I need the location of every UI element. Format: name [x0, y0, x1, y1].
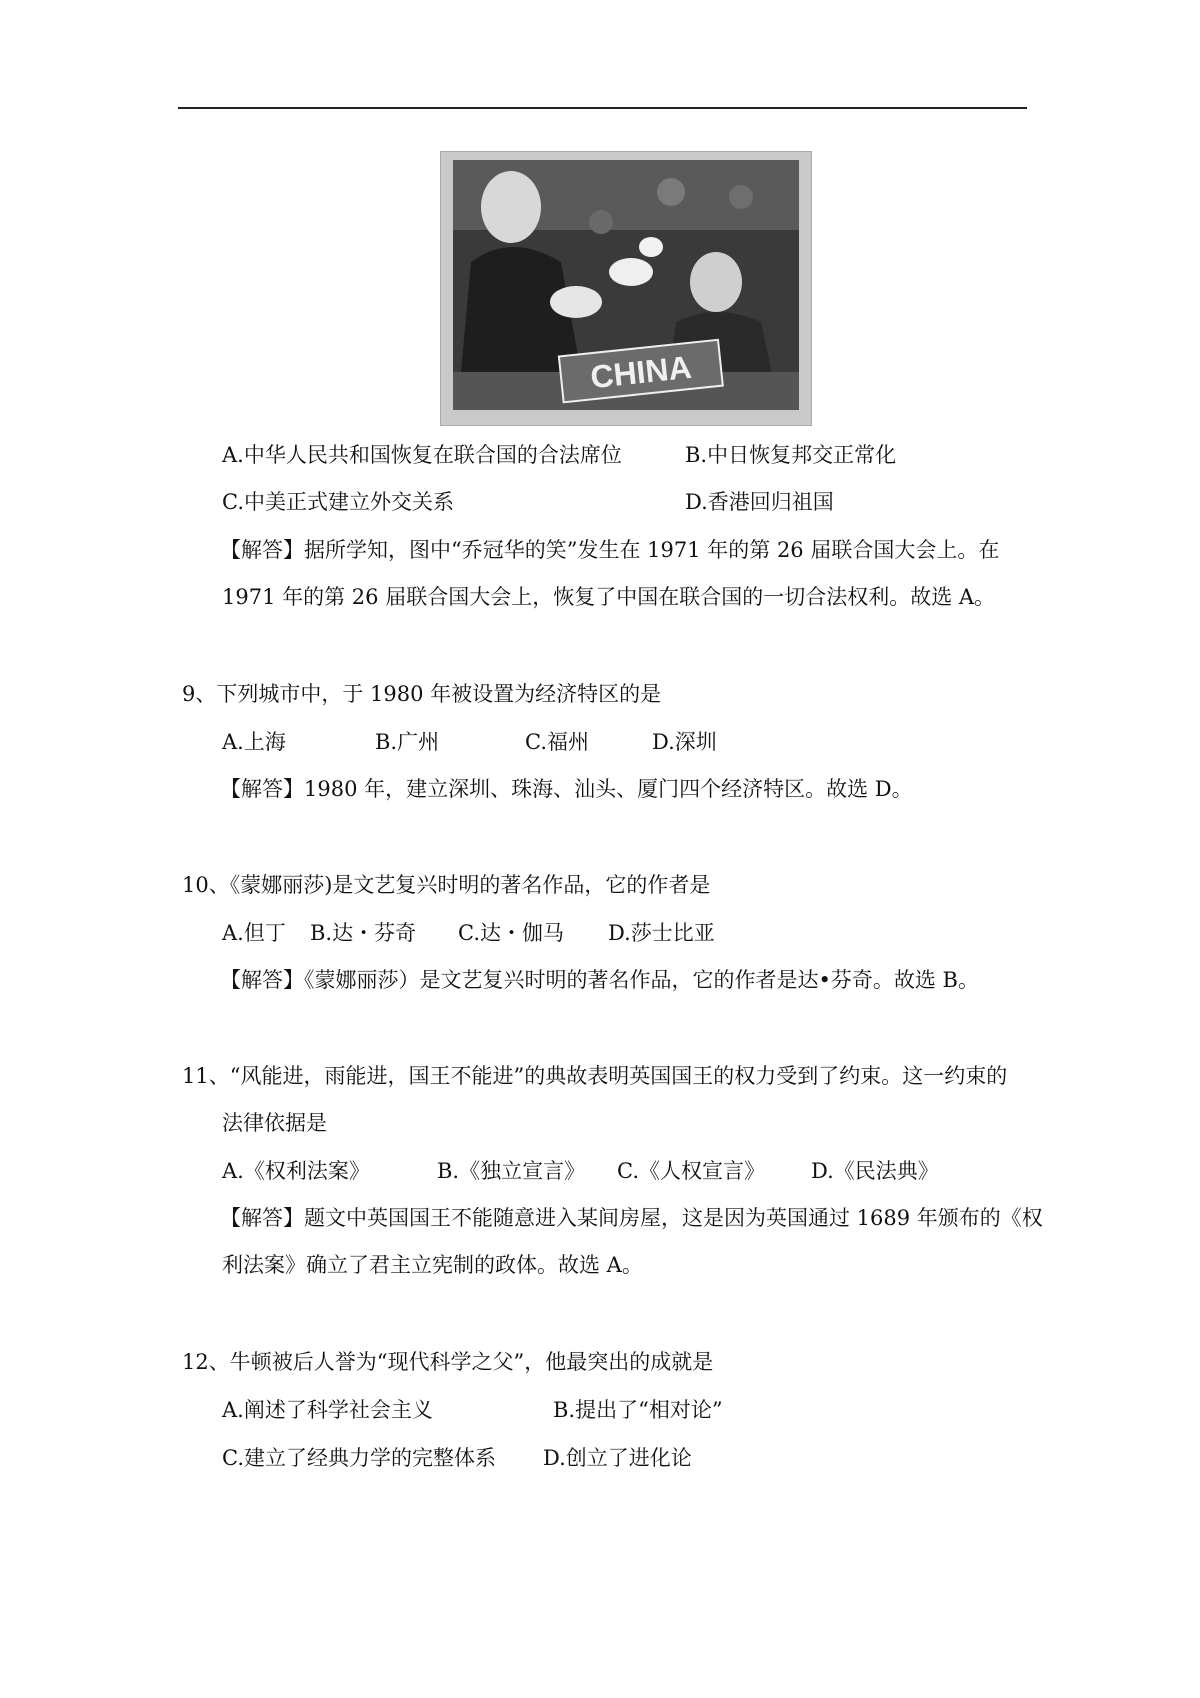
- q11-question-line2: 法律依据是: [222, 1111, 327, 1135]
- q11-answer-line2: 利法案》确立了君主立宪制的政体。故选 A。: [222, 1253, 643, 1277]
- q9-option-c: C.福州: [525, 730, 589, 754]
- q10-option-c: C.达・伽马: [458, 921, 564, 945]
- q10-option-a: A.但丁: [222, 921, 286, 945]
- q12-option-a: A.阐述了科学社会主义: [222, 1398, 433, 1422]
- q8-answer-line1: 【解答】据所学知，图中“乔冠华的笑”发生在 1971 年的第 26 届联合国大会上。在: [220, 538, 1000, 562]
- header-rule: [178, 107, 1027, 109]
- q9-option-d: D.深圳: [652, 730, 717, 754]
- china-sign-text: CHINA: [588, 348, 694, 396]
- photo-illustration: [441, 152, 811, 425]
- q11-option-d: D.《民法典》: [811, 1159, 939, 1183]
- q11-answer-line1: 【解答】题文中英国国王不能随意进入某间房屋，这是因为英国通过 1689 年颁布的《权: [220, 1206, 1043, 1230]
- q8-option-d: D.香港回归祖国: [685, 490, 834, 514]
- q11-question-line1: 11、“风能进，雨能进，国王不能进”的典故表明英国国王的权力受到了约束。这一约束的: [182, 1064, 1008, 1088]
- q11-option-c: C.《人权宣言》: [617, 1159, 765, 1183]
- q10-option-b: B.达・芬奇: [310, 921, 417, 945]
- q11-option-a: A.《权利法案》: [222, 1159, 370, 1183]
- q12-option-c: C.建立了经典力学的完整体系: [222, 1446, 496, 1470]
- q9-option-a: A.上海: [222, 730, 286, 754]
- q8-answer-line2: 1971 年的第 26 届联合国大会上，恢复了中国在联合国的一切合法权利。故选 A。: [222, 585, 996, 609]
- q8-option-c: C.中美正式建立外交关系: [222, 490, 454, 514]
- q9-question: 9、下列城市中，于 1980 年被设置为经济特区的是: [182, 682, 662, 706]
- q12-question: 12、牛顿被后人誉为“现代科学之父”，他最突出的成就是: [182, 1350, 714, 1374]
- historical-photo: [440, 151, 812, 426]
- q10-option-d: D.莎士比亚: [608, 921, 715, 945]
- q9-option-b: B.广州: [375, 730, 440, 754]
- q10-answer: 【解答】《蒙娜丽莎）是文艺复兴时明的著名作品，它的作者是达•芬奇。故选 B。: [220, 968, 979, 992]
- q9-answer: 【解答】1980 年，建立深圳、珠海、汕头、厦门四个经济特区。故选 D。: [220, 777, 913, 801]
- q11-option-b: B.《独立宣言》: [437, 1159, 586, 1183]
- q10-question: 10、《蒙娜丽莎)是文艺复兴时明的著名作品，它的作者是: [182, 873, 711, 897]
- q8-option-b: B.中日恢复邦交正常化: [685, 443, 897, 467]
- q12-option-b: B.提出了“相对论”: [553, 1398, 723, 1422]
- q8-option-a: A.中华人民共和国恢复在联合国的合法席位: [222, 443, 622, 467]
- q12-option-d: D.创立了进化论: [543, 1446, 692, 1470]
